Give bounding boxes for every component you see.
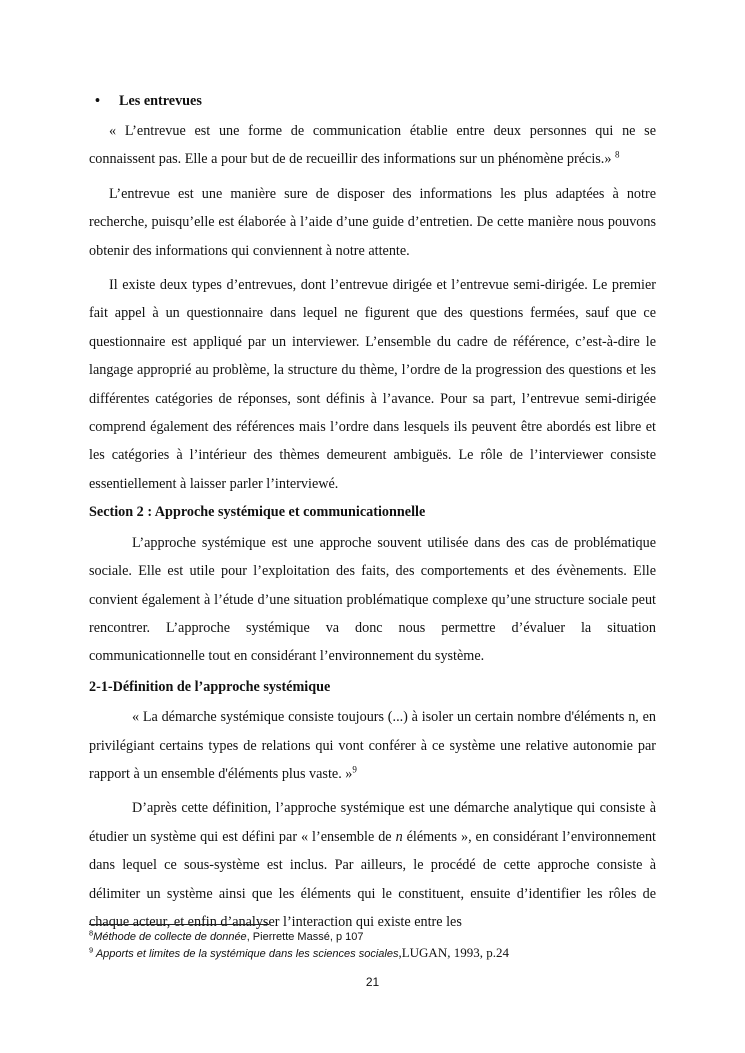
paragraph-entrevue-moyen: L’entrevue est une manière sure de disposer des informations les plus adaptées à notre recherche, puisqu’elle est élaborée à l’aide d’une guide d’entretien. De cette manière nous pouvons obtenir des informations qui conviennent à notre attente.: [89, 185, 656, 259]
paragraph-citation-systemique: « La démarche systémique consiste toujours (...) à isoler un certain nombre d'éléments n, en privilégiant certains types de relations qui vont conférer à ce système une relative autonomie par rapport à un ensemble d'éléments plus vaste. »$^9$: [89, 709, 656, 782]
page-number: 21: [365, 975, 380, 989]
footnote-8: $^8$Méthode de collecte de donnée, Pierrette Massé, p 107: [89, 928, 364, 943]
bullet-heading-title: Les entrevues: [119, 92, 202, 109]
paragraph-entrevue-definition: « L’entrevue est une forme de communication établie entre deux personnes qui ne se connaissent pas. Elle a pour but de de recueillir des informations sur un phénomène précis.» $^8$: [89, 123, 656, 168]
footnote-divider: [89, 924, 269, 925]
footnote-ref-9: 9: [352, 764, 357, 775]
paragraph-analyse-definition: D’après cette définition, l’approche systémique est une démarche analytique qui consiste à étudier un système qui est défini par « l’ensemble de n éléments », en considérant l’environnement dans lequel ce sous-système est inclus. Par ailleurs, le procédé de cette approche consiste à délimiter un système ainsi que les éléments qui le constituent, ensuite d’identifier les rôles de chaque acteur, et enfin d’analyser l’interaction qui existe entre les: [89, 800, 656, 930]
bullet-heading: [89, 87, 656, 115]
footnote-ref-8: 8: [614, 149, 620, 160]
page-body: [89, 87, 656, 936]
paragraph-types-entrevues: Il existe deux types d’entrevues, dont l’entrevue dirigée et l’entrevue semi-dirigée. Le premier fait appel à un questionnaire dans lequel ne figurent que des questions fermées, sauf que ce questionnaire est appliqué par un interviewer. L’ensemble du cadre de référence, c’est-à-dire le langage approprié au problème, la structure du thème, l’ordre de la progression des questions et les différentes catégories de réponses, sont définis à l’avance. Pour sa part, l’entrevue semi-dirigée comprend également des références mais l’ordre dans lesquels ils peuvent être abordés est libre et les catégories à l’intérieur des thèmes demeurent ambiguës. Le rôle de l’interviewer consiste essentiellement à laisser parler l’interviewé.: [89, 277, 656, 492]
footnotes: [89, 924, 656, 962]
section-2-heading: Section 2 : Approche systémique et communicationnelle: [89, 504, 426, 521]
bullet-icon: •: [95, 92, 100, 109]
subsection-2-1-heading: 2-1-Définition de l’approche systémique: [89, 678, 331, 695]
footnote-9: $^9$ Apports et limites de la systémique dans les sciences sociales,LUGAN, 1993, p.24: [89, 945, 509, 960]
paragraph-approche-systemique: L’approche systémique est une approche souvent utilisée dans des cas de problématique sociale. Elle est utile pour l’exploitation des faits, des comportements et des évènements. Elle convient également à l’étude d’une situation problématique complexe qu’une structure sociale peut rencontrer. L’approche systémique va donc nous permettre d’évaluer la situation communicationnelle tout en considérant l’environnement du système.: [89, 534, 656, 665]
